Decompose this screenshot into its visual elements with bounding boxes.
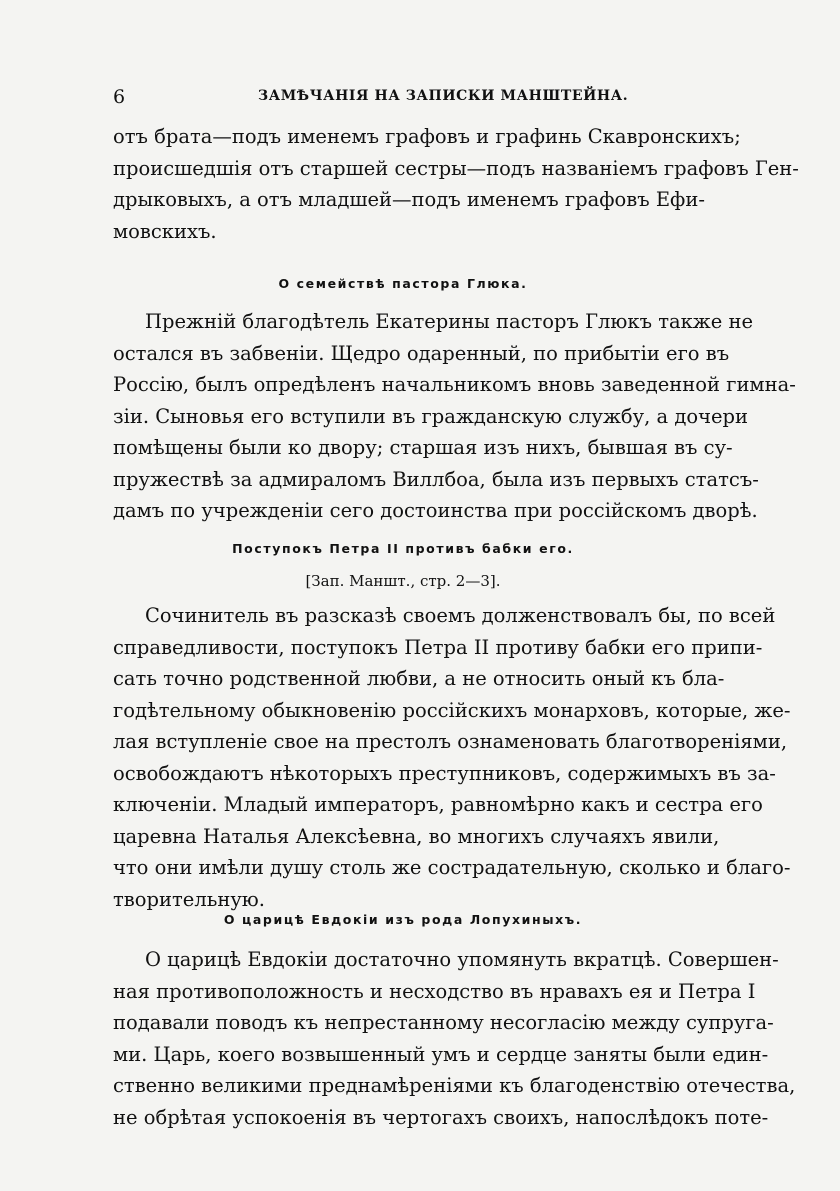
text-line: ключеніи. Младый императоръ, равномѣрно какъ и сестра его xyxy=(113,793,763,816)
paragraph-gluck xyxy=(113,306,796,527)
text-line: лая вступленіе свое на престолъ ознаменовать благотвореніями, xyxy=(113,730,788,753)
text-line: подавали поводъ къ непрестанному несогласію между супруга- xyxy=(113,1011,774,1034)
source-reference: [Зап. Маншт., стр. 2—3]. xyxy=(305,572,501,590)
text-line: Сочинитель въ разсказѣ своемъ долженствовалъ бы, по всей xyxy=(145,604,776,627)
text-line: происшедшія отъ старшей сестры—подъ названіемъ графовъ Ген- xyxy=(113,156,799,180)
text-line: годѣтельному обыкновенію россійскихъ монарховъ, которые, же- xyxy=(113,698,791,722)
running-title: ЗАМѢЧАНІЯ НА ЗАПИСКИ МАНШТЕЙНА. xyxy=(258,88,629,104)
text-line: Прежній благодѣтель Екатерины пасторъ Глюкъ также не xyxy=(145,310,754,333)
text-line: творительную. xyxy=(113,887,265,911)
text-line: ственно великими преднамѣреніями къ благоденствію отечества, xyxy=(113,1074,796,1097)
text-line: помѣщены были ко двору; старшая изъ нихъ, бывшая въ су- xyxy=(113,436,733,459)
section-heading-evdokia: О царицѣ Евдокіи изъ рода Лопухиныхъ. xyxy=(223,912,583,927)
text-line: дамъ по учрежденіи сего достоинства при россійскомъ дворѣ. xyxy=(113,499,758,522)
text-line: остался въ забвеніи. Щедро одаренный, по прибытіи его въ xyxy=(113,341,730,365)
section-heading-gluck: О семействѣ пастора Глюка. xyxy=(278,276,528,291)
paragraph-evdokia xyxy=(113,944,796,1133)
page-header xyxy=(113,86,713,116)
section-heading-peter-ii: Поступокъ Петра II противъ бабки его. xyxy=(232,541,574,556)
text-line: дрыковыхъ, а отъ младшей—подъ именемъ графовъ Ефи- xyxy=(113,188,705,211)
text-line: освобождаютъ нѣкоторыхъ преступниковъ, содержимыхъ въ за- xyxy=(113,761,776,785)
text-line: Россію, былъ опредѣленъ начальникомъ вновь заведенной гимна- xyxy=(113,373,796,396)
text-line: что они имѣли душу столь же сострадательную, сколько и благо- xyxy=(113,856,791,879)
text-line: ми. Царь, коего возвышенный умъ и сердце заняты были един- xyxy=(113,1042,769,1066)
page-number: 6 xyxy=(113,86,126,108)
text-line: зіи. Сыновья его вступили въ гражданскую службу, а дочери xyxy=(113,404,749,428)
text-line: мовскихъ. xyxy=(113,219,217,243)
paragraph-peter-ii xyxy=(113,600,791,915)
text-line: отъ брата—подъ именемъ графовъ и графинь Скавронскихъ; xyxy=(113,125,741,148)
intro-paragraph xyxy=(113,121,799,247)
text-line: не обрѣтая успокоенія въ чертогахъ своихъ, напослѣдокъ поте- xyxy=(113,1105,769,1129)
text-line: сать точно родственной любви, а не относить оный къ бла- xyxy=(113,667,725,690)
text-line: пружествѣ за адмираломъ Виллбоа, была изъ первыхъ статсъ- xyxy=(113,467,759,491)
text-line: О царицѣ Евдокіи достаточно упомянуть вкратцѣ. Совершен- xyxy=(145,948,779,971)
text-line: справедливости, поступокъ Петра II противу бабки его припи- xyxy=(113,635,763,659)
text-line: царевна Наталья Алексѣевна, во многихъ случаяхъ явили, xyxy=(113,824,720,848)
text-line: ная противоположность и несходство въ нравахъ ея и Петра I xyxy=(113,979,756,1003)
